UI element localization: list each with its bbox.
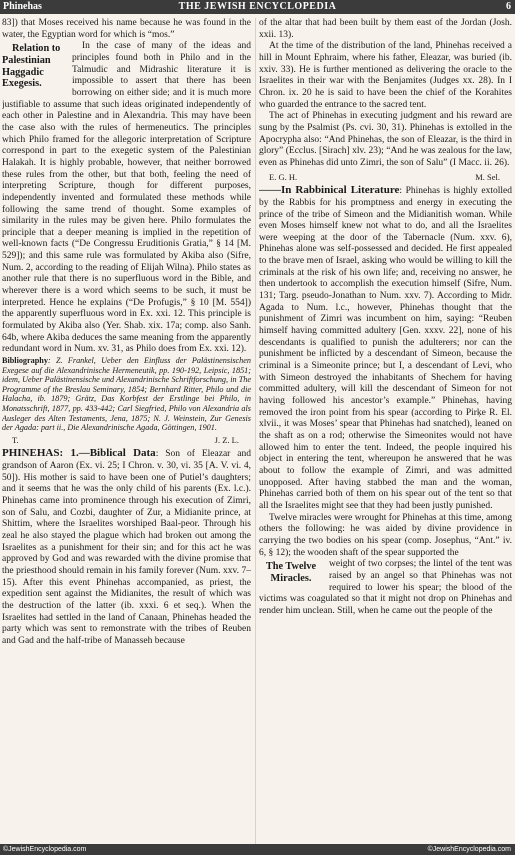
- side-heading-relation: Relation to Palestinian Haggadic Exegesis.: [2, 43, 61, 90]
- rabbinical-section: [259, 185, 512, 512]
- left-paragraph-2-text: In the case of many of the ideas and principles found both in Philo and in the Talmudic and Midrashic literature it is impossible to assert that there has been borrowing on either side; and it is much more justifiable to assume that such ideas originated independently of each other in Palestine and in Alexandria. This may have been the case also with the rules of hermeneutics. The principles which Philo framed for the allegoric interpretation of Scripture correspond in part to the exegetic system of the Palestinian Halakah. It is highly probable, however, that neither borrowed these rules from the other, but that both, feeling the need of interpreting Scripture, though for different purposes, independently invented and formulated these methods while following the same trend of thought. Some examples of similarity in the rules may be given here. Philo formulates the principle that a deeper meaning is implied in the repetition of well-known facts (“De Congressu Eruditionis Gratia,” § 14 [M. 529]); and this same rule was formulated by Akiba also (Sifre, Num. 2, according to the reading of Elijah Wilna). Philo states as another rule that there is no superfluous word in the Bible, and wherever there is a word which seems to be such, it must be interpreted. Hence he explains (“De Profugis,” § 10 [M. 554]) the apparently superfluous word in Ex. xxi. 12. This principle is formulated by Akiba also (Yer. Shab. xix. 17a; comp. also Sanh. 64b, where Akiba deduces the same meaning from the apparently redundant word in Num. xv. 31, as Philo does from Ex. xxi. 12).: [2, 41, 251, 355]
- signature-2-left: E. G. H.: [269, 171, 298, 182]
- footer-copyright-right[interactable]: ©JewishEncyclopedia.com: [427, 846, 511, 853]
- signature-1: [2, 435, 251, 447]
- bibliography: [2, 356, 251, 433]
- left-paragraph-2: [2, 41, 251, 356]
- signature-2: [259, 172, 512, 184]
- right-paragraph-5: Twelve miracles were wrought for Phinehas at this time, among others the following: he was aided by divine providence in carrying the two bodies on his spear (comp. Josephus, “Ant.” iv. 6, § 12); the wooden shaft of the spear supported the: [259, 512, 512, 558]
- signature-1-left: T.: [12, 434, 19, 445]
- right-column: [259, 18, 512, 844]
- rabbinical-text: : Phinehas is highly extolled by the Rabbis for his promptness and energy in executing the prince of the tribe of Simeon and the Midianitish woman. While even Moses himself knew not what to do, and all the Israelites were weeping at the door of the Tabernacle (Num. xxv. 6), Phinehas alone was self-possessed and decided. He first appealed to the brave men of Israel, asking who would be willing to kill the criminals at the risk of his own life; and, receiving no answer, he then undertook to accomplish the execution himself (Sifre, Num. 131; Targ. pseudo-Jonathan to Num. xxv. 7). According to Midr. Agada to Num. l.c., however, Phinehas thought that the punishment of Zimri was incumbent on him, saying: “Reuben himself having committed adultery [Gen. xxxv. 22], none of his descendants is qualified to punish the adulterers; nor can the punishment be inflicted by a descendant of Simeon, because the criminal is a Simeonite prince; but I, a descendant of Levi, who with Simeon destroyed the inhabitants of Shechem for having committed adultery, will kill the descendant of Simeon for not having followed his ancestor’s example.” Phinehas, having removed the iron point from his spear (according to Pirḳe R. El. xlvii., it was Moses’ spear that Phinehas had snatched), leaned on the shaft as on a rod; otherwise the Simeonites would not have allowed him to enter the tent. Indeed, the people inquired his object in entering the tent, whereupon he answered that he was about to follow the example of Zimri, and was admitted unopposed. After having stabbed the man and the woman, Phinehas carried both of them on his spear out of the tent so that all the Israelites might see that they had been justly punished.: [259, 186, 512, 511]
- bibliography-text: : Z. Frankel, Ueber den Einfluss der Palästinensischen Exegese auf die Alexandrinische Hermeneutik, pp. 190-192, Leipsic, 1851; idem, Ueber Palästinensische und Alexandrinische Schriftforschung, in The Programme of the Breslau Seminary, 1854; Bernhard Ritter, Philo und die Halacha, ib. 1879; Grätz, Das Korbfest der Erstlinge bei Philo, in Monatsschrift, 1877, pp. 433-442; Carl Siegfried, Philo von Alexandria als Ausleger des Alten Testaments, Jena, 1875; N. J. Weinstein, Zur Genesis der Agada: part ii., Die Alexandrinische Agada, Göttingen, 1901.: [2, 356, 251, 433]
- left-column: [2, 18, 251, 844]
- header-publication-title: THE JEWISH ENCYCLOPEDIA: [178, 1, 337, 12]
- biblical-data-section: [2, 448, 251, 647]
- header-article-name: Phinehas: [3, 1, 42, 12]
- right-paragraph-6: [259, 559, 512, 617]
- right-paragraph-2: At the time of the distribution of the land, Phinehas received a hill in Mount Ephraim, where his father, Eleazar, was buried (ib. xxiv. 33). He is further mentioned as delivering the oracle to the Israelites in their war with the Benjamites (Judges xx. 28). In I Chron. ix. 20 he is said to have been the chief of the Korahites who guarded the entrance to the sacred tent.: [259, 41, 512, 110]
- header-page-number: 6: [506, 1, 511, 12]
- signature-2-right: M. Sel.: [475, 171, 500, 182]
- signature-1-right: J. Z. L.: [214, 434, 239, 445]
- biblical-data-text: : Son of Eleazar and grandson of Aaron (Ex. vi. 25; I Chron. v. 30, vi. 35 [A. V. vi. 4, 50]). His mother is said to have been one of Putiel’s daughters; and it seems that he was the only child of his parents (Ex. l.c.). Phinehas came into prominence through his execution of Zimri, son of Salu, and Cozbi, daughter of Zur, a Midianite prince, at Shittim, where the Israelites worshiped Baal-peor. Through his zeal he also stayed the plague which had broken out among the Israelites as a punishment for their sin; and for this act he was approved by God and was rewarded with the divine promise that the priesthood should remain in his family forever (Num. xxv. 7–15). After this event Phinehas accompanied, as priest, the expedition sent against the Midianites, the result of which was the destruction of the latter (ib. xxxi. 6 et seq.). When the Israelites had settled in the land of Canaan, Phinehas headed the party which was sent to remonstrate with the tribes of Reuben and Gad and the half-tribe of Manasseh because: [2, 449, 251, 646]
- right-paragraph-3: The act of Phinehas in executing judgment and his reward are sung by the Psalmist (Ps. cvi. 30, 31). Phinehas is extolled in the Apocrypha also: “And Phinehas, the son of Eleazar, is the third in glory” (Ecclus. [Sirach] xlv. 23); “And he was zealous for the law, even as Phinehas did unto Zimri, the son of Salu” (I Macc. ii. 26).: [259, 111, 512, 168]
- section-heading-rabbinical: ——In Rabbinical Literature: [259, 184, 400, 197]
- bibliography-label: Bibliography: [2, 356, 48, 366]
- page-footer: [0, 844, 515, 855]
- section-heading-biblical-data: PHINEHAS: 1.—Biblical Data: [2, 447, 156, 460]
- page-header: [0, 0, 515, 14]
- column-divider: [255, 18, 256, 844]
- right-paragraph-1: of the altar that had been built by them east of the Jordan (Josh. xxii. 13).: [259, 18, 512, 40]
- left-paragraph-1: 83]) that Moses received his name because he was found in the water, the Egyptian word for which is “mos.”: [2, 18, 251, 40]
- side-heading-twelve-miracles: The Twelve Miracles.: [265, 561, 317, 584]
- right-paragraph-6-text: weight of two corpses; the lintel of the tent was raised by an angel so that Phinehas was not required to lower his spear; the blood of the victims was coagulated so that it might not drop on Phinehas and render him unclean. Still, when he came out the people of the: [259, 559, 512, 616]
- footer-copyright-left[interactable]: ©JewishEncyclopedia.com: [3, 846, 87, 853]
